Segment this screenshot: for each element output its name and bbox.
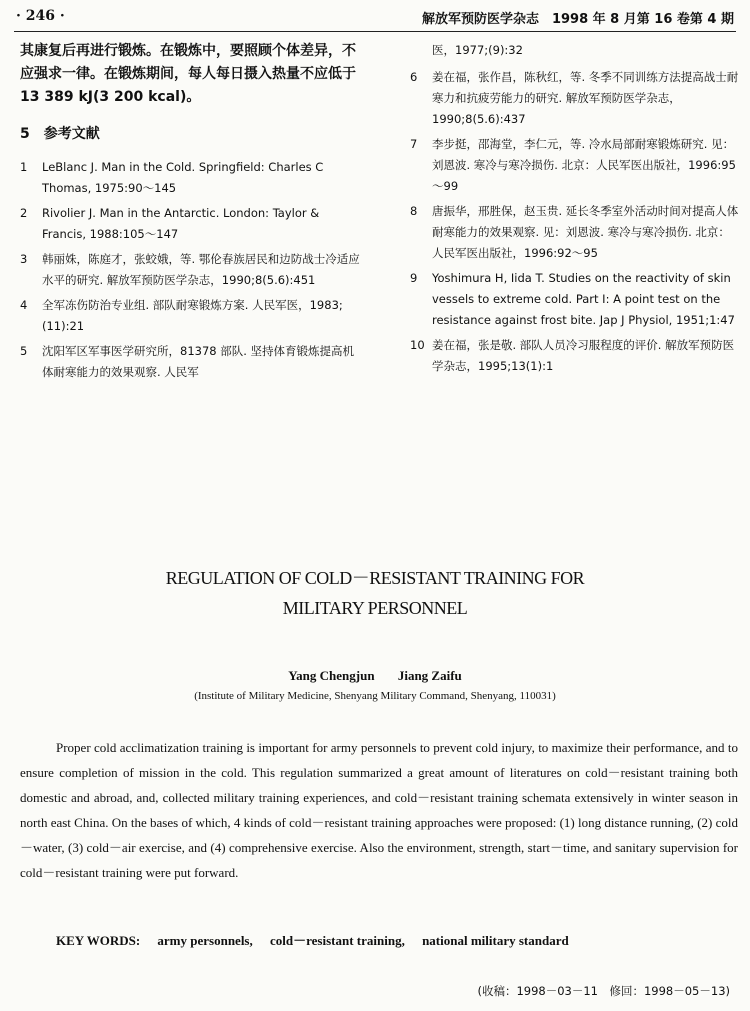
reference-number: 1 bbox=[20, 160, 28, 174]
reference-number: 4 bbox=[20, 298, 28, 312]
reference-item bbox=[410, 134, 740, 197]
reference-continuation: 医，1977;(9):32 bbox=[432, 43, 523, 57]
reference-item bbox=[20, 341, 365, 383]
reference-item bbox=[410, 268, 740, 331]
keyword: cold－resistant training, bbox=[270, 933, 405, 948]
reference-text: 全军冻伤防治专业组. 部队耐寒锻炼方案. 人民军医，1983;(11):21 bbox=[42, 298, 343, 333]
reference-number: 10 bbox=[410, 338, 425, 352]
reference-number: 8 bbox=[410, 204, 418, 218]
reference-text: 沈阳军区军事医学研究所，81378 部队. 坚持体育锻炼提高机体耐寒能力的效果观察. 人民军 bbox=[42, 344, 355, 379]
reference-number: 6 bbox=[410, 70, 418, 84]
keyword: national military standard bbox=[422, 933, 569, 948]
reference-item bbox=[410, 67, 740, 130]
reference-number: 2 bbox=[20, 206, 28, 220]
reference-item bbox=[410, 201, 740, 264]
left-column bbox=[20, 40, 365, 387]
header-rule bbox=[14, 31, 736, 32]
english-abstract: Proper cold acclimatization training is important for army personnels to prevent cold injury, to maximize their performance, and to ensure completion of mission in the cold. This regulation summarized a great amount of literatures on cold－resistant training both domestic and abroad, and, collected military training experiences, and cold－resistant training schemata extensively in winter season in north east China. On the bases of which, 4 kinds of cold－resistant training approaches were proposed: (1) long distance running, (2) cold－water, (3) cold－air exercise, and (4) comprehensive exercise. Also the environment, strength, start－time, and sanitary supervision for cold－resistant training were put forward. bbox=[20, 740, 738, 880]
english-title-line-2: MILITARY PERSONNEL bbox=[282, 598, 468, 618]
keyword: army personnels, bbox=[157, 933, 253, 948]
journal-header: 解放军预防医学杂志 1998 年 8 月第 16 卷第 4 期 bbox=[421, 12, 734, 27]
reference-text: Rivolier J. Man in the Antarctic. London: Taylor & Francis, 1988:105～147 bbox=[42, 206, 320, 241]
keywords-label: KEY WORDS: bbox=[56, 933, 141, 948]
english-title-line-1: REGULATION OF COLD－RESISTANT TRAINING FOR bbox=[165, 568, 585, 588]
reference-number: 3 bbox=[20, 252, 28, 266]
reference-item bbox=[20, 295, 365, 337]
english-title bbox=[0, 563, 750, 623]
reference-text: LeBlanc J. Man in the Cold. Springfield: Charles C Thomas, 1975:90～145 bbox=[42, 160, 324, 195]
reference-item bbox=[20, 203, 365, 245]
body-paragraph: 其康复后再进行锻炼。在锻炼中，要照顾个体差异，不应强求一律。在锻炼期间，每人每日摄入热量不应低于 13 389 kJ(3 200 kcal)。 bbox=[20, 43, 356, 105]
reference-text: 姜在福，张作昌，陈秋红，等. 冬季不同训练方法提高战士耐寒力和抗疲劳能力的研究. 解放军预防医学杂志，1990;8(5.6):437 bbox=[432, 70, 739, 126]
reference-item bbox=[20, 157, 365, 199]
author-name: Jiang Zaifu bbox=[397, 668, 462, 683]
reference-item bbox=[410, 335, 740, 377]
reference-text: 韩丽姝，陈庭才，张蛟娥，等. 鄂伦春族居民和边防战士冷适应水平的研究. 解放军预防医学杂志，1990;8(5.6):451 bbox=[42, 252, 360, 287]
references-heading: 5 参考文献 bbox=[20, 126, 100, 142]
reference-number: 7 bbox=[410, 137, 418, 151]
author-line bbox=[0, 668, 750, 684]
reference-text: 李步挺，邵海堂，李仁元，等. 冷水局部耐寒锻炼研究. 见：刘恩波. 寒冷与寒冷损伤. 北京：人民军医出版社，1996:95～99 bbox=[432, 137, 736, 193]
reference-text: 姜在福，张是敬. 部队人员冷习服程度的评价. 解放军预防医学杂志，1995;13(1):1 bbox=[432, 338, 735, 373]
reference-item bbox=[20, 249, 365, 291]
institution: (Institute of Military Medicine, Shenyang Military Command, Shenyang, 110031) bbox=[194, 690, 556, 702]
reference-text: 唐振华，邢胜保，赵玉贵. 延长冬季室外活动时间对提高人体耐寒能力的效果观察. 见：刘恩波. 寒冷与寒冷损伤. 北京：人民军医出版社，1996:92～95 bbox=[432, 204, 739, 260]
reference-list-left bbox=[20, 157, 365, 383]
reference-text: Yoshimura H, Iida T. Studies on the reactivity of skin vessels to extreme cold. Part I: A point test on the resistance against frost bite. Jap J Physiol, 1951;1:47 bbox=[432, 271, 735, 327]
reference-number: 9 bbox=[410, 271, 418, 285]
reference-number: 5 bbox=[20, 344, 28, 358]
received-date: (收稿：1998－03－11 修回：1998－05－13) bbox=[477, 984, 730, 998]
keywords-line bbox=[56, 930, 746, 949]
right-column bbox=[410, 40, 740, 381]
author-name: Yang Chengjun bbox=[288, 668, 375, 683]
page-number: · 246 · bbox=[16, 8, 65, 24]
